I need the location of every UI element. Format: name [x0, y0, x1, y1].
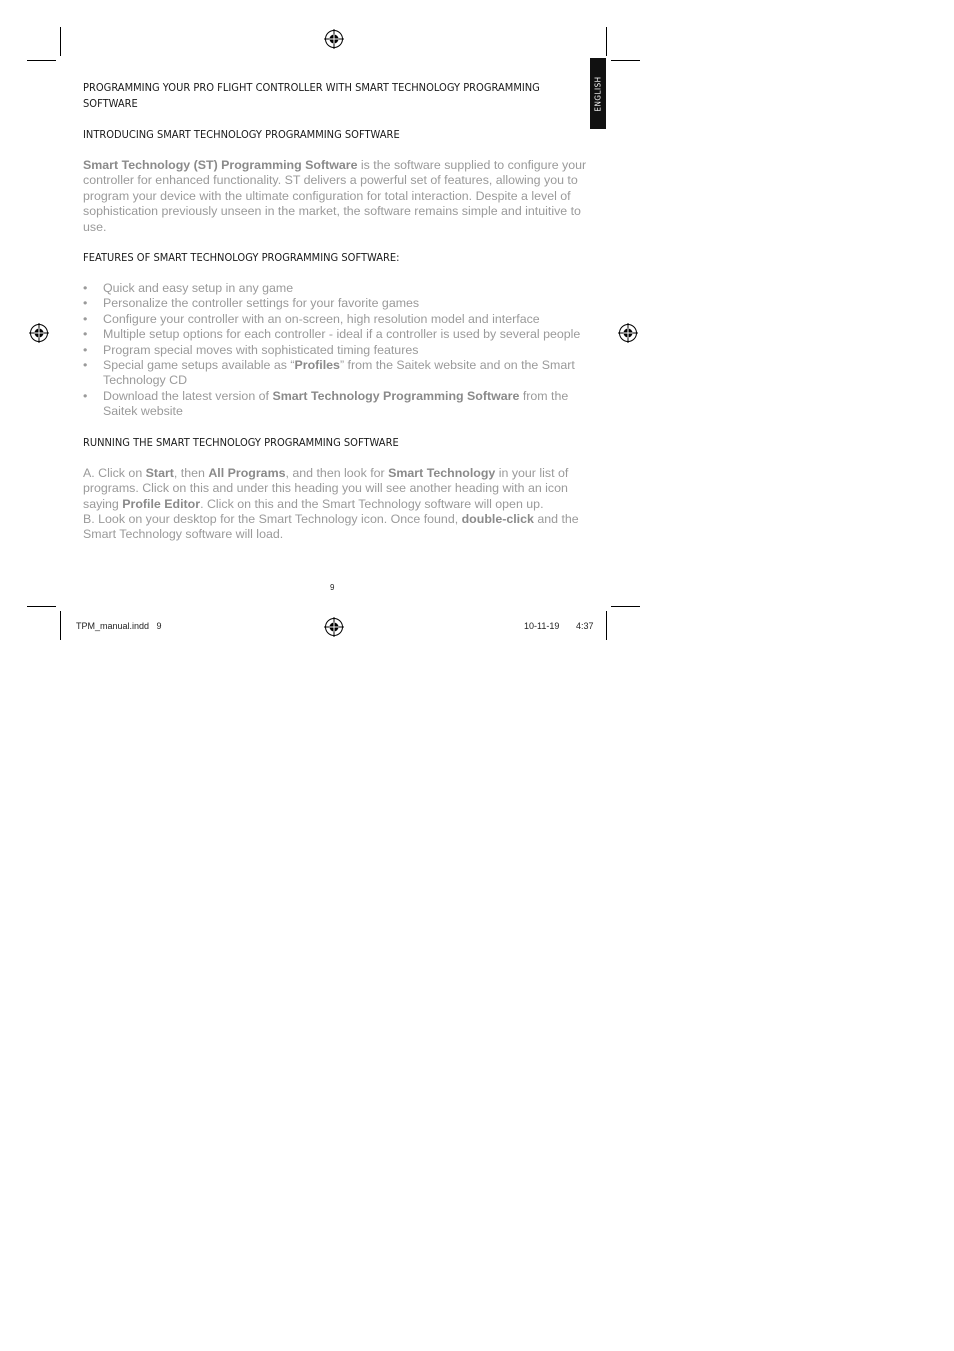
list-item-text: ” from the Saitek website and on the Smart Technology CD [103, 358, 575, 388]
intro-heading: INTRODUCING SMART TECHNOLOGY PROGRAMMING SOFTWARE [83, 128, 400, 141]
step-a-paragraph [83, 466, 588, 512]
step-bold: Profile Editor [122, 496, 201, 511]
registration-mark-icon [324, 617, 344, 637]
features-heading: FEATURES OF SMART TECHNOLOGY PROGRAMMING SOFTWARE: [83, 251, 400, 265]
step-text: in your list of programs. Click on this and under this heading you will see another heading with an icon saying [83, 465, 569, 511]
crop-mark [606, 27, 607, 56]
step-text: . Click on this and the Smart Technology software will open up. [200, 496, 544, 511]
list-item: • Configure your controller with an on-screen, high resolution model and interface [83, 312, 588, 327]
list-item: • Personalize the controller settings for your favorite games [83, 296, 588, 311]
list-item [83, 389, 588, 420]
language-tab-label: ENGLISH [593, 75, 603, 112]
intro-bold: Smart Technology (ST) Programming Software [83, 158, 358, 172]
list-item [83, 358, 588, 389]
intro-text: is the software supplied to configure your controller for enhanced functionality. ST delivers a powerful set of features, allowing you to program your device with the ultimate configuration for total interaction. Despite a level of sophistication previously unseen in the market, the software remains simple and intuitive to use. [83, 158, 587, 234]
language-tab [590, 58, 606, 129]
crop-mark [60, 27, 61, 56]
crop-mark [27, 606, 56, 607]
registration-mark-icon [618, 323, 638, 343]
step-bold: All Programs [208, 465, 286, 480]
step-bold: double-click [461, 511, 534, 526]
page-content [83, 80, 588, 543]
list-item-text: from the Saitek website [103, 388, 569, 419]
list-item: • Quick and easy setup in any game [83, 281, 588, 296]
step-text: , then [173, 465, 209, 480]
registration-mark-icon [29, 323, 49, 343]
crop-mark [611, 606, 640, 607]
crop-mark [606, 611, 607, 640]
crop-mark [60, 611, 61, 640]
step-text: and the Smart Technology software will load. [83, 511, 579, 542]
list-item: • Multiple setup options for each controller - ideal if a controller is used by several people [83, 327, 588, 342]
running-heading: RUNNING THE SMART TECHNOLOGY PROGRAMMING SOFTWARE [83, 435, 399, 449]
step-text: B. Look on your desktop for the Smart Technology icon. Once found, [83, 511, 462, 526]
step-b-paragraph [83, 512, 588, 543]
list-item-bold: Smart Technology Programming Software [272, 388, 520, 403]
list-item: • Program special moves with sophisticated timing features [83, 343, 588, 358]
features-list [83, 281, 588, 420]
step-bold: Smart Technology [388, 465, 496, 480]
intro-paragraph [83, 158, 588, 235]
step-text: A. Click on [83, 465, 146, 480]
slug-time: 4:37 [576, 621, 594, 631]
crop-mark [27, 60, 56, 61]
page-title: PROGRAMMING YOUR PRO FLIGHT CONTROLLER WITH SMART TECHNOLOGY PROGRAMMING SOFTWARE [83, 81, 540, 110]
slug-filename: TPM_manual.indd 9 [76, 621, 162, 631]
list-item-text: Special game setups available as “ [103, 358, 295, 373]
list-item-text: Download the latest version of [103, 388, 273, 403]
list-item-bold: Profiles [294, 358, 340, 373]
registration-mark-icon [324, 29, 344, 49]
page-number: 9 [330, 583, 335, 592]
slug-date: 10-11-19 [524, 621, 560, 631]
crop-mark [611, 60, 640, 61]
step-bold: Start [145, 465, 174, 480]
step-text: , and then look for [285, 465, 389, 480]
